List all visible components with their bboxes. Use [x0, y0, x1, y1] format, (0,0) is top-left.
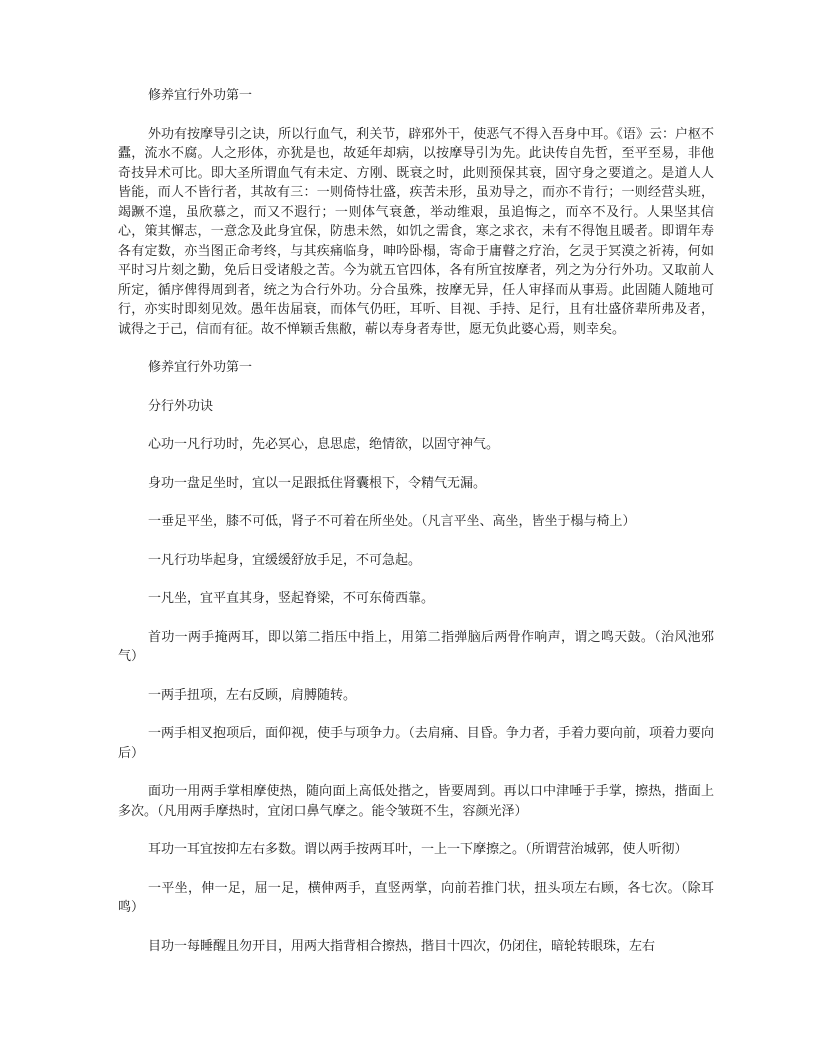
- section-title: 修养宜行外功第一: [148, 88, 253, 103]
- section-title-repeat: 修养宜行外功第一: [148, 360, 253, 375]
- paragraph-item: 耳功一耳宜按抑左右多数。谓以两手按两耳叶，一上一下摩擦之。（所谓营治城郭，使人听彻）: [148, 842, 688, 857]
- paragraph-item: 面功一用两手掌相摩使热，随向面上高低处揩之，皆要周到。再以口中津唾于手掌，擦热，揩面上多次。（凡用两手摩热时，宜闭口鼻气摩之。能令皱斑不生，容颜光泽）: [118, 784, 714, 819]
- paragraph-item: 一两手扭项，左右反顾，肩膊随转。: [148, 687, 357, 703]
- paragraph-item: 一两手相叉抱项后，面仰视，使手与项争力。（去肩痛、目昏。争力者，手着力要向前，项着力要向后）: [118, 726, 714, 761]
- paragraph-item: 一凡行功毕起身，宜缓缓舒放手足，不可急起。: [148, 552, 422, 568]
- paragraph-item: 一垂足平坐，膝不可低，肾子不可着在所坐处。（凡言平坐、高坐，皆坐于榻与椅上）: [148, 514, 636, 529]
- paragraph-item: 目功一每睡醒且勿开目，用两大指背相合擦热，揩目十四次，仍闭住，暗轮转眼珠，左右: [148, 938, 656, 954]
- intro-paragraph: 外功有按摩导引之诀，所以行血气，利关节，辟邪外干，使恶气不得入吾身中耳。《语》云：户枢不蠹，流水不腐。人之形体，亦犹是也，故延年却病，以按摩导引为先。此诀传自先哲，至平至易，非他奇技异术可比。即大圣所谓血气有未定、方刚、既衰之时，此则预保其衰，固守身之要道之。是道人人皆能，而人不皆行者，其故有三：一则倚恃壮盛，疾苦未形，虽劝导之，而亦不肯行；一则经营头班，竭蹶不遑，虽欣慕之，而又不遐行；一则体气衰惫，举动维艰，虽追悔之，而卒不及行。人果坚其信心，策其懈志，一意念及此身宜保，防患未然，如饥之需食，寒之求衣，未有不得饱且暖者。即谓年寿各有定数，亦当图正命考终，与其疾痛临身，呻吟卧榻，寄命于庸瞽之疗治，乞灵于冥漠之祈祷，何如平时习片刻之勤，免后日受诸般之苦。今为就五官四体，各有所宜按摩者，列之为分行外功。又取前人所定，循序俾得周到者，统之为合行外功。分合虽殊，按摩无异，任人审择而从事焉。此固随人随地可行，亦实时即刻见效。愚年齿届衰，而体气仍旺，耳听、目视、手持、足行，且有壮盛侪辈所弗及者，诚得之于己，信而有征。故不惮颖舌焦敝，蕲以寿身者寿世，愿无负此婆心焉，则幸矣。: [118, 126, 714, 337]
- paragraph-item: 首功一两手掩两耳，即以第二指压中指上，用第二指弹脑后两骨作响声，谓之鸣天鼓。（治风池邪气）: [118, 629, 714, 664]
- paragraph-item: 一凡坐，宜平直其身，竖起脊梁，不可东倚西靠。: [148, 591, 435, 606]
- document-page: [118, 86, 714, 975]
- paragraph-item: 身功一盘足坐时，宜以一足跟抵住肾囊根下，令精气无漏。: [148, 475, 487, 491]
- paragraph-item: 心功一凡行功时，先必冥心，息思虑，绝情欲，以固守神气。: [148, 437, 500, 452]
- subsection-title: 分行外功诀: [148, 398, 214, 414]
- paragraph-item: 一平坐，伸一足，屈一足，横伸两手，直竖两掌，向前若推门状，扭头项左右顾，各七次。（除耳鸣）: [118, 880, 714, 915]
